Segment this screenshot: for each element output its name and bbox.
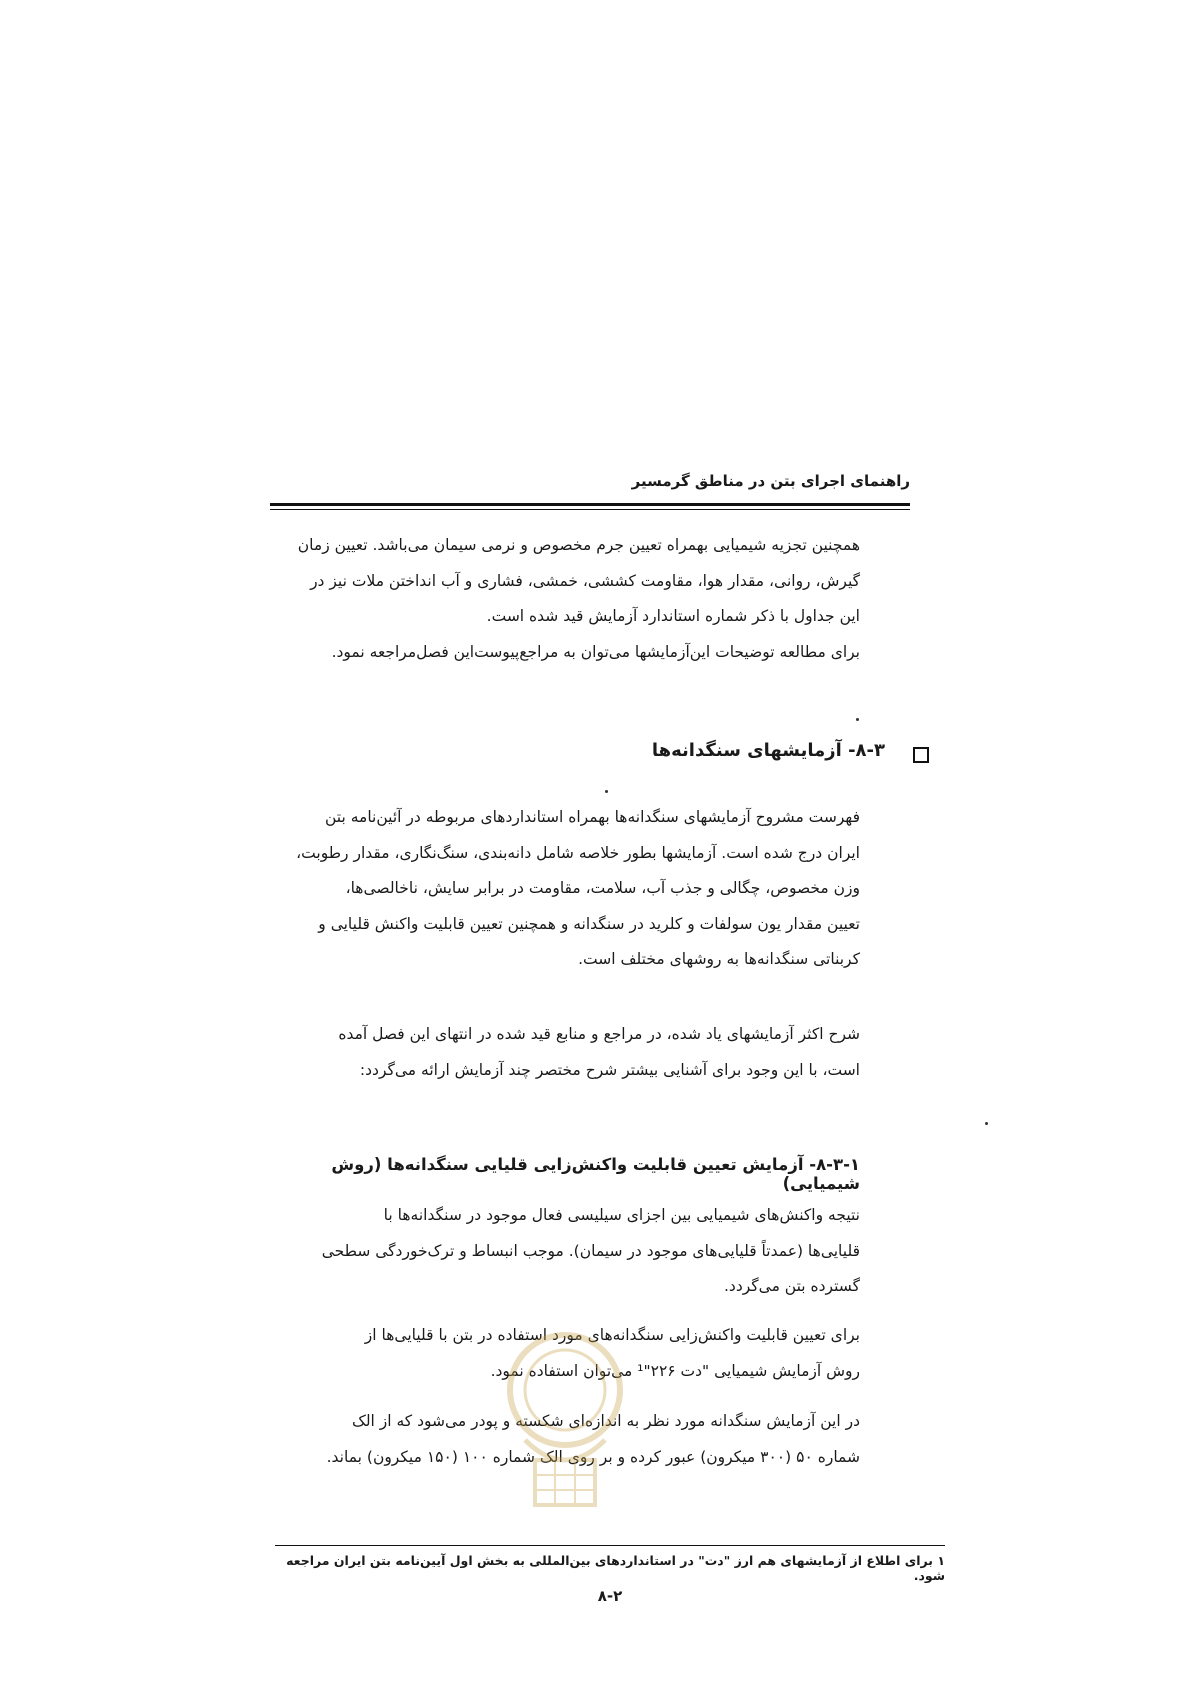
paragraph-line: ایران درج شده است. آزمایشها بطور خلاصه شامل دانه‌بندی، سنگ‌نگاری، مقدار رطوبت،	[296, 843, 860, 862]
paragraph-line: در این آزمایش سنگدانه مورد نظر به اندازه‌ای شکسته و پودر می‌شود که از الک	[351, 1412, 860, 1430]
speck	[856, 718, 859, 721]
paragraph-line: شماره ۵۰ (۳۰۰ میکرون) عبور کرده و بر روی الک شماره ۱۰۰ (۱۵۰ میکرون) بماند.	[326, 1447, 860, 1466]
header-rule-thin	[270, 509, 910, 510]
intro-line: این جداول با ذکر شماره استاندارد آزمایش قید شده است.	[486, 607, 860, 625]
paragraph-line: کربناتی سنگدانه‌ها به روشهای مختلف است.	[578, 950, 860, 968]
section-bullet-icon	[913, 747, 929, 763]
watermark-seal-icon	[485, 1320, 645, 1520]
paragraph-line: تعیین مقدار یون سولفات و کلرید در سنگدانه و همچنین تعیین قابلیت واکنش قلیایی و	[318, 914, 860, 933]
running-header: راهنمای اجرای بتن در مناطق گرمسیر	[631, 472, 910, 490]
paragraph-line: روش آزمایش شیمیایی "دت ۲۲۶"¹ می‌توان استفاده نمود.	[490, 1361, 860, 1380]
paragraph-line: است، با این وجود برای آشنایی بیشتر شرح مختصر چند آزمایش ارائه می‌گردد:	[359, 1060, 860, 1079]
speck	[985, 1122, 988, 1125]
header-rule-thick	[270, 503, 910, 506]
subsection-paragraph-1	[275, 1198, 860, 1305]
footnote: ۱ برای اطلاع از آزمایشهای هم ارز "دت" در استانداردهای بین‌المللی به بخش اول آیین‌نامه بتن ایران مراجعه شود.	[286, 1553, 945, 1583]
paragraph-line: گسترده بتن می‌گردد.	[724, 1277, 860, 1295]
paragraph-line: فهرست مشروح آزمایشهای سنگدانه‌ها بهمراه استانداردهای مربوطه در آئین‌نامه بتن	[325, 808, 860, 826]
paragraph-line: قلیایی‌ها (عمدتاً قلیایی‌های موجود در سیمان). موجب انبساط و ترک‌خوردگی سطحی	[321, 1241, 860, 1260]
paragraph-line: شرح اکثر آزمایشهای یاد شده، در مراجع و منابع قید شده در انتهای این فصل آمده	[338, 1025, 860, 1043]
paragraph-line: وزن مخصوص، چگالی و جذب آب، سلامت، مقاومت در برابر سایش، ناخالصی‌ها،	[345, 879, 860, 897]
intro-line: گیرش، روانی، مقدار هوا، مقاومت کششی، خمشی، فشاری و آب انداختن ملات نیز در	[310, 571, 860, 590]
section-heading: ۸-۳- آزمایشهای سنگدانه‌ها	[651, 740, 885, 761]
section-paragraph-1	[275, 800, 860, 978]
section-paragraph-2	[275, 1017, 860, 1088]
page-number: ۸-۲	[597, 1587, 623, 1605]
footnote-rule	[275, 1545, 945, 1546]
intro-note: برای مطالعه توضیحات این‌آزمایشها می‌توان به مراجع‌پیوست‌این فصل‌مراجعه نمود.	[331, 642, 860, 661]
subsection-heading: ۸-۳-۱- آزمایش تعیین قابلیت واکنش‌زایی قلیایی سنگدانه‌ها (روش شیمیایی)	[331, 1155, 860, 1193]
paragraph-line: نتیجه واکنش‌های شیمیایی بین اجزای سیلیسی فعال موجود در سنگدانه‌ها با	[383, 1206, 860, 1224]
intro-line: همچنین تجزیه شیمیایی بهمراه تعیین جرم مخصوص و نرمی سیمان می‌باشد. تعیین زمان	[297, 536, 860, 554]
paragraph-line: برای تعیین قابلیت واکنش‌زایی سنگدانه‌های مورد استفاده در بتن با قلیایی‌ها از	[364, 1326, 860, 1344]
speck	[605, 790, 608, 793]
intro-paragraph	[275, 528, 860, 670]
